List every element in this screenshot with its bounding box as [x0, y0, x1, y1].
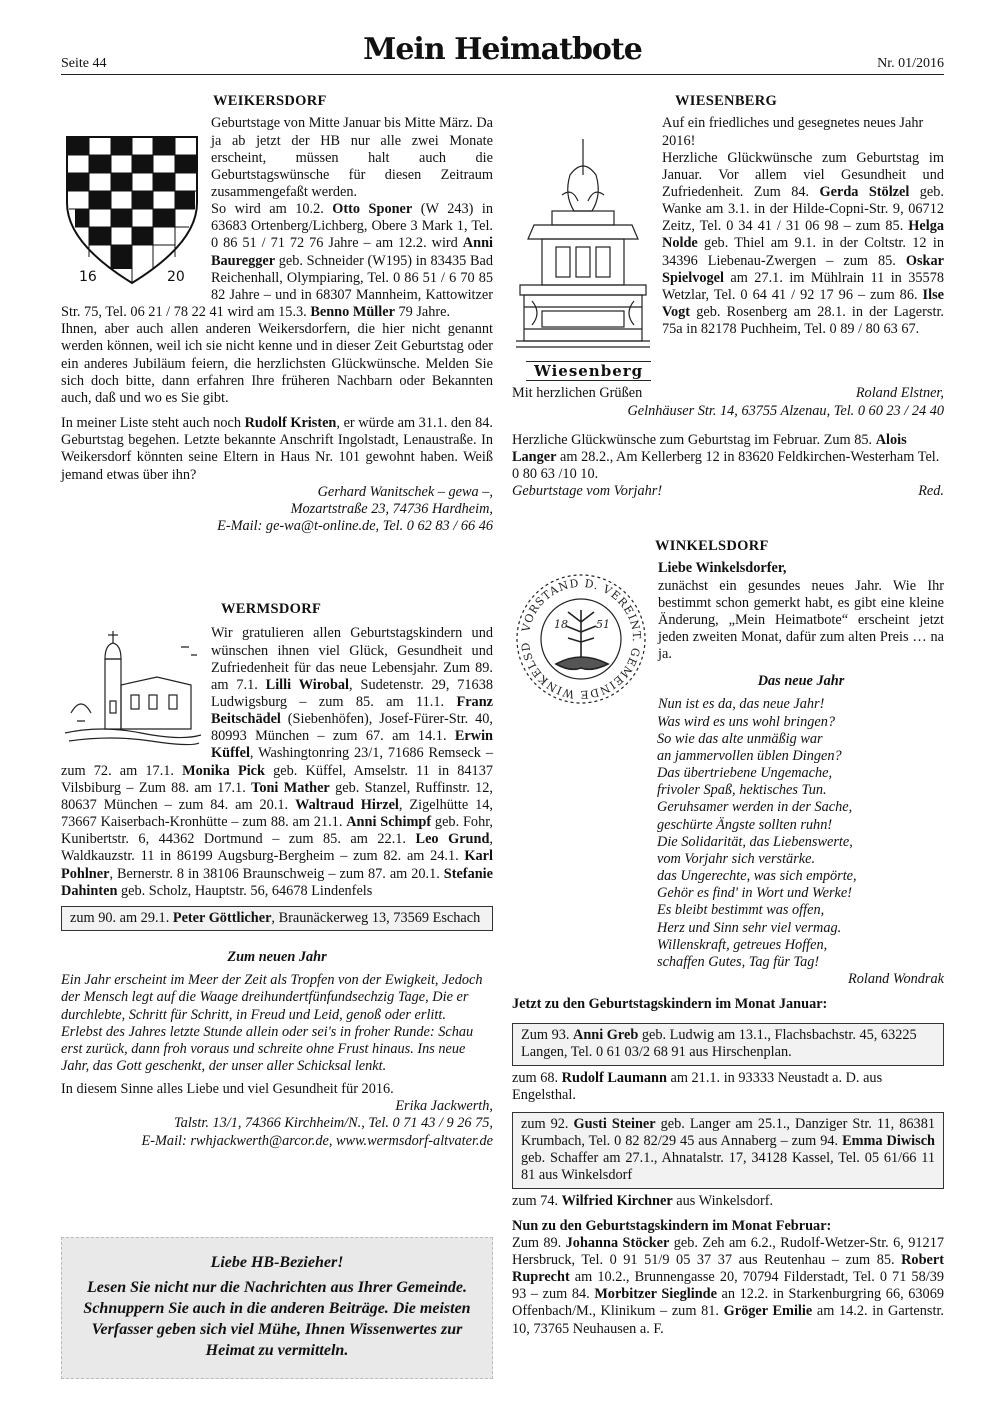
poem-stanza-2: Erlebst des Jahres letzte Stunde allein oder sei's in froher Runde: Schau erst zurück, dann froh voraus und schreite ohne Frust hinaus. Ins neue Jahr, das Gott geschenkt, der unser aller Schicksal lenkt.	[61, 1023, 474, 1074]
person-name: Benno Müller	[310, 304, 395, 321]
february-entries: Zum 89. Johanna Stöcker geb. Zeh am 6.2., Rudolf-Wetzer-Str. 6, 91217 Hersbruck, Tel. 0 91 51/9 05 37 37 aus Reutenhau – zum 85. Robert Ruprecht am 10.2., Brunnengasse 20, 70794 Filderstadt, Tel. 0 71 58/39 93 – zum 84. Morbitzer Sieglinde an 12.2. in Starkenburgring 66, 63069 Offenbach/M., Klinikum – zum 81. Gröger Emilie am 14.2. in Gartenstr. 10, 73765 Neuhausen a. F.	[512, 1234, 944, 1337]
poem-line: Nun ist es da, das neue Jahr!	[658, 696, 825, 713]
person-name: Helga Nolde	[662, 218, 944, 252]
person-name: Erwin Küffel	[211, 728, 493, 762]
shield-crest-icon	[61, 133, 203, 293]
signature-name: Erika Jackwerth,	[395, 1098, 493, 1115]
person-name: Rudolf Laumann	[561, 1069, 667, 1086]
poem-stanza-1: Ein Jahr erscheint im Meer der Zeit als Tropfen von der Ewigkeit, Jedoch der Mensch legt auf die Waage dreihundertfünfundsechzig Tage, Die er durchlebte, Schritt für Schritt, in Freud und Leid, genoß oder erlitt.	[61, 972, 483, 1023]
fountain-caption: Wiesenberg	[526, 361, 651, 381]
poem-line: So wie das alte unmäßig war	[657, 730, 823, 747]
municipal-seal-icon	[512, 570, 650, 708]
poem-line: Gehör es find' in Wort und Werke!	[657, 885, 852, 902]
highlight-box: zum 92. Gusti Steiner geb. Langer am 25.1., Danziger Str. 11, 86381 Krumbach, Tel. 0 82 82/29 45 aus Annaberg – zum 94. Emma Diwisch geb. Schaffer am 27.1., Ahnatalstr. 17, 34128 Kassel, Tel. 05 61/66 11 81 aus Winkelsdorf	[512, 1112, 944, 1189]
person-name: Ilse Vogt	[662, 286, 944, 321]
footer-note: Geburtstage vom Vorjahr! Red.	[512, 483, 944, 500]
person-name: Oskar Spielvogel	[662, 252, 944, 286]
poem-line: Es bleibt bestimmt was offen,	[657, 902, 825, 919]
person-name: Gusti Steiner	[573, 1115, 656, 1132]
poem-line: Willenskraft, getreues Hoffen,	[657, 936, 828, 953]
poem-author: Roland Wondrak	[848, 970, 944, 987]
issue-number: Nr. 01/2016	[877, 56, 944, 71]
church-image	[61, 625, 203, 747]
greetings-paragraph: Ihnen, aber auch allen anderen Weikersdorfern, die hier nicht genannt werden können, weil ich sie nicht kenne und in dieser Zeit Geburtstag oder ein anderes Jubiläum feiern, die herzlichsten Glückwünsche. Melden Sie sich doch bitte, dann erfahren Ihre früheren Nachbarn oder Bekannten auch, daß und wo es Sie gibt.	[61, 321, 493, 406]
person-name: Alois Langer	[512, 431, 907, 465]
highlight-box: zum 90. am 29.1. Peter Göttlicher, Braunäckerweg 13, 73569 Eschach	[61, 906, 493, 931]
section-title: WERMSDORF	[221, 601, 322, 617]
crest-year-right: 20	[167, 269, 185, 286]
person-name: Gerda Stölzel	[819, 184, 910, 201]
person-name: Lilli Wirobal	[265, 676, 350, 693]
fountain-monument-icon	[512, 135, 654, 363]
poem-line: schaffen Gutes, Tag für Tag!	[657, 953, 820, 970]
page-number: Seite 44	[61, 56, 107, 71]
january-entry: zum 74. Wilfried Kirchner aus Winkelsdorf.	[512, 1192, 774, 1209]
person-name: Leo Grund	[415, 831, 490, 848]
person-name: Waltraud Hirzel	[295, 796, 399, 813]
birthday-paragraph: So wird am 10.2. Otto Sponer (W 243) in 63683 Ortenberg/Lichberg, Obere 3 Mark 1, Tel. 0 86 51 / 71 72 76 Jahre – am 12.2. wird Anni Bauregger geb. Schneider (W195) in 83435 Bad Reichenhall, Olympiaring, Tel. 0 86 51 / 6 70 85 82 Jahre – und in 68307 Mannheim, Kattowitzer Str. 75, Tel. 06 21 / 78 22 41 wird am 15.3. Benno Müller 79 Jahre.	[61, 201, 494, 321]
salutation: Liebe Winkelsdorfer,	[658, 560, 787, 577]
person-name: Franz Beitschädel	[211, 694, 493, 728]
intro-paragraph: Geburtstage von Mitte Januar bis Mitte März. Da ja ab jetzt der HB nur alle zwei Monate erscheint, müssen halt auch die Geburtstagswünsche für diesen Zeitraum zusammengefaßt werden.	[211, 115, 493, 201]
poem-title: Zum neuen Jahr	[227, 949, 327, 966]
person-name: Toni Mather	[251, 779, 330, 796]
greeting-line: Mit herzlichen Grüßen Roland Elstner,	[512, 385, 944, 402]
person-name: Wilfried Kirchner	[561, 1192, 673, 1209]
poem-body	[657, 696, 944, 971]
notice-heading: Liebe HB-Bezieher!	[210, 1254, 344, 1271]
person-name: Robert Ruprecht	[512, 1252, 944, 1286]
wiesenberg-section	[512, 93, 944, 500]
person-name: Otto Sponer	[332, 201, 413, 218]
poem-title: Das neue Jahr	[757, 673, 845, 690]
page-header	[61, 30, 944, 75]
person-name: Karl Pohlner	[61, 848, 493, 882]
new-year-wish: Auf ein friedliches und gesegnetes neues Jahr 2016!	[662, 115, 924, 149]
section-title: WINKELSDORF	[655, 538, 769, 554]
person-name: Gröger Emilie	[723, 1303, 813, 1320]
signature-address: Talstr. 13/1, 74366 Kirchheim/N., Tel. 0 71 43 / 9 26 75,	[174, 1115, 493, 1132]
poem-line: geschürte Ängste sollten ruhn!	[657, 816, 833, 833]
seal-image	[512, 570, 650, 708]
notice-body: Lesen Sie nicht nur die Nachrichten aus Ihrer Gemeinde. Schnuppern Sie auch in die anderen Beiträge. Die meisten Verfasser geben sich viel Mühe, Ihnen Wissenwertes zur Heimat zu vermitteln.	[83, 1279, 471, 1360]
wermsdorf-birthdays: Wir gratulieren allen Geburtstagskindern und wünschen ihnen viel Glück, Gesundheit und Zufriedenheit für das neue Lebensjahr. Zum 89. am 7.1. Lilli Wirobal, Sudetenstr. 29, 71638 Ludwigsburg – zum 85. am 11.1. Franz Beitschädel (Siebenhöfen), Josef-Fürer-Str. 40, 80993 München – zum 67. am 14.1. Erwin Küffel, Washingtonring 23/1, 71686 Remseck – zum 72. am 17.1. Monika Pick geb. Küffel, Amselstr. 11 in 84137 Vilsbiburg – Zum 88. am 17.1. Toni Mather geb. Stanzel, Ruffinstr. 12, 80637 München – zum 84. am 20.1. Waltraud Hirzel, Zigelhütte 14, 73667 Kaiserbach-Kronhütte – zum 88. am 21.1. Anni Schimpf geb. Fohr, Kunibertstr. 6, 44362 Dortmund – zum 85. am 22.1. Leo Grund, Waldkauzstr. 11 in 86199 Augsburg-Bergheim – zum 82. am 24.1. Karl Pohlner, Bernerstr. 8 in 38106 Braunschweig – zum 87. am 20.1. Stefanie Dahinten geb. Scholz, Hauptstr. 56, 64678 Lindenfels	[61, 625, 494, 899]
seal-year-b: 51	[596, 618, 610, 632]
signature-address: Gelnhäuser Str. 14, 63755 Alzenau, Tel. 0 60 23 / 24 40	[627, 402, 944, 419]
february-heading: Nun zu den Geburtstagskindern im Monat Februar:	[512, 1217, 832, 1234]
church-illustration-icon	[61, 625, 203, 747]
poem-line: Herz und Sinn sehr viel vermag.	[657, 919, 842, 936]
highlight-box: Zum 93. Anni Greb geb. Ludwig am 13.1., Flachsbachstr. 45, 63225 Langen, Tel. 0 61 03/2 68 91 aus Hirschenplan.	[512, 1023, 944, 1065]
signature-address: Mozartstraße 23, 74736 Hardheim,	[290, 500, 493, 517]
weikersdorf-section	[61, 93, 493, 535]
person-name: Stefanie Dahinten	[61, 865, 493, 899]
section-title: WEIKERSDORF	[213, 93, 327, 109]
closing-line: In diesem Sinne alles Liebe und viel Gesundheit für 2016.	[61, 1081, 394, 1098]
poem-line: Das übertriebene Ungemache,	[657, 765, 833, 782]
wiesenberg-february: Herzliche Glückwünsche zum Geburtstag im Februar. Zum 85. Alois Langer am 28.2., Am Kellerberg 12 in 83620 Feldkirchen-Westerham Tel. 0 80 63 /10 10.	[512, 431, 940, 483]
section-title: WIESENBERG	[675, 93, 778, 109]
poem-line: Was wird es uns wohl bringen?	[657, 713, 836, 730]
person-name: Emma Diwisch	[842, 1133, 935, 1150]
reader-notice-box	[61, 1237, 493, 1379]
poem-line: Geruhsamer werden in der Sache,	[657, 799, 853, 816]
winkelsdorf-section	[512, 538, 944, 1338]
intro-paragraph: zunächst ein gesundes neues Jahr. Wie Ihr bestimmt schon gemerkt habt, es gibt eine kleine Änderung, „Mein Heimatbote“ erscheint jetzt jeden zweiten Monat, dafür zum alten Preis … na ja.	[658, 577, 944, 663]
poem-line: das Ungerechte, was sich empörte,	[657, 868, 857, 885]
search-paragraph: In meiner Liste steht auch noch Rudolf Kristen, er würde am 31.1. den 84. Geburtstag begehen. Letzte bekannte Anschrift Ingolstadt, Lenaustraße. In Weikersdorf könnten seine Eltern in Haus Nr. 101 gewohnt haben. Weiß jemand etwas über ihn?	[61, 415, 493, 483]
seal-year-a: 18	[554, 618, 568, 632]
wiesenberg-january: Herzliche Glückwünsche zum Geburtstag im Januar. Vor allem viel Gesundheit und Zufriedenheit. Zum 84. Gerda Stölzel geb. Wanke am 3.1. in der Hilde-Copni-Str. 9, 06712 Zeitz, Tel. 0 34 41 / 31 06 98 – zum 85. Helga Nolde geb. Thiel am 9.1. in der Coltstr. 12 in 34396 Liebenau-Zwergen – zum 85. Oskar Spielvogel am 27.1. im Mühlrain 11 in 35578 Wetzlar, Tel. 0 64 41 / 92 17 96 – zum 86. Ilse Vogt geb. Rosenberg am 28.1. in der Lagerstr. 75a in 82178 Puchheim, Tel. 0 89 / 80 63 67.	[662, 149, 944, 338]
poem-line: vom Vorjahr sich verstärke.	[657, 850, 816, 867]
poem-line: an jammervollen üblen Dingen?	[657, 747, 842, 764]
person-name: Monika Pick	[182, 762, 265, 779]
signature-name: Gerhard Wanitschek – gewa –,	[317, 483, 493, 500]
january-heading: Jetzt zu den Geburtstagskindern im Monat Januar:	[512, 996, 828, 1013]
person-name: Morbitzer Sieglinde	[594, 1286, 717, 1303]
january-entry: zum 68. Rudolf Laumann am 21.1. in 93333 Neustadt a. D. aus Engelsthal.	[512, 1069, 883, 1103]
signature-contact: E-Mail: rwhjackwerth@arcor.de, www.wermsdorf-altvater.de	[141, 1132, 493, 1149]
crest-year-left: 16	[79, 269, 97, 286]
fountain-image	[512, 135, 654, 383]
signature-contact: E-Mail: ge-wa@t-online.de, Tel. 0 62 83 / 66 46	[217, 517, 493, 534]
person-name: Anni Greb	[573, 1027, 639, 1044]
person-name: Johanna Stöcker	[565, 1234, 670, 1251]
poem-line: Die Solidarität, das Liebenswerte,	[657, 833, 853, 850]
person-name: Anni Schimpf	[346, 814, 432, 831]
svg-text:VORSTAND D. VEREINT. GEMEINDE	[512, 570, 643, 701]
masthead-title: Mein Heimatbote	[363, 32, 642, 67]
person-name: Anni Bauregger	[211, 235, 493, 269]
person-name: Rudolf Kristen	[244, 415, 337, 432]
poem-line: frivoler Spaß, hektisches Tun.	[657, 782, 827, 799]
seal-inscription: VORSTAND D. VEREINT. GEMEINDE WINKELSD	[518, 577, 644, 702]
crest-image	[61, 133, 203, 293]
person-name: Peter Göttlicher	[172, 909, 272, 926]
wermsdorf-section	[61, 601, 493, 1150]
